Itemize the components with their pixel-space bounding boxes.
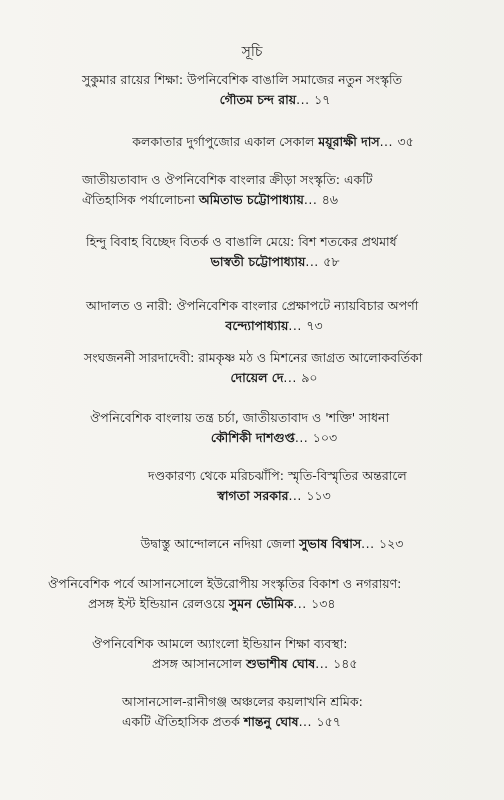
entry-author: অমিতাভ চট্টোপাধ্যায়	[198, 192, 304, 207]
entry-leader: ...	[305, 254, 324, 269]
entry-leader: ...	[361, 536, 380, 551]
toc-entry	[0, 634, 504, 674]
entry-title-line1: সংঘজননী সারদাদেবী: রামকৃষ্ণ মঠ ও মিশনের জাগ্রত আলোকবর্তিকা	[84, 350, 423, 365]
entry-byline	[0, 132, 504, 152]
entry-author: বন্দ্যোপাধ্যায়	[225, 318, 289, 333]
entry-page-number: ৭৩	[306, 318, 323, 333]
entry-title-line2: প্রসঙ্গ ইস্ট ইন্ডিয়ান রেলওয়ে	[88, 596, 226, 611]
entry-leader: ...	[303, 192, 322, 207]
entry-title-line2: প্রসঙ্গ আসানসোল	[152, 656, 242, 671]
entry-author: দোয়েল দে	[230, 370, 284, 385]
entry-title-line2: উদ্বাস্তু আন্দোলনে নদিয়া জেলা	[140, 536, 296, 551]
entry-leader: ...	[298, 714, 317, 729]
entry-byline	[0, 594, 504, 614]
entry-author: সুমন ভৌমিক	[229, 596, 294, 611]
entry-page-number: ১৭	[314, 92, 331, 107]
entry-page-number: ৪৬	[321, 192, 339, 207]
entry-page-number: ১৫৭	[316, 714, 341, 729]
entry-byline	[0, 534, 504, 554]
entry-author: কৌশিকী দাশগুপ্ত	[210, 430, 295, 445]
entry-title-line1: সুকুমার রায়ের শিক্ষা: উপনিবেশিক বাঙালি সমাজের নতুন সংস্কৃতি	[82, 72, 402, 87]
entry-title-line2: একটি ঐতিহাসিক প্রতর্ক	[122, 714, 240, 729]
entry-author: শুভাশীষ ঘোষ	[245, 656, 316, 671]
entry-byline	[0, 486, 504, 506]
entry-page-number: ৩৫	[397, 134, 414, 149]
toc-entry	[0, 692, 504, 732]
entry-page-number: ৫৮	[323, 254, 340, 269]
toc-entry	[0, 348, 504, 388]
entry-leader: ...	[379, 134, 398, 149]
entry-page-number: ১০৩	[312, 430, 338, 445]
toc-entry	[0, 534, 504, 554]
toc-entry	[0, 408, 504, 448]
entry-byline	[0, 428, 504, 448]
toc-entry	[0, 466, 504, 506]
entry-byline	[0, 252, 504, 272]
entry-leader: ...	[283, 370, 302, 385]
entry-author: সুভাষ বিশ্বাস	[299, 536, 362, 551]
entry-title-line1: ঔপনিবেশিক বাংলায় তন্ত্র চর্চা, জাতীয়তাবাদ ও 'শক্তি' সাধনা	[90, 410, 390, 425]
toc-entry	[0, 170, 504, 210]
entry-byline	[0, 712, 504, 732]
entry-leader: ...	[294, 430, 313, 445]
toc-entry	[0, 574, 504, 614]
entry-title-line1: ঔপনিবেশিক আমলে অ্যাংলো ইন্ডিয়ান শিক্ষা ব্যবস্থা:	[92, 636, 348, 651]
toc-entry	[0, 70, 504, 110]
entry-byline	[0, 654, 504, 674]
entry-byline	[0, 90, 504, 110]
entry-title-line2: কলকাতার দুর্গাপুজোর একাল সেকাল	[132, 134, 315, 149]
entry-leader: ...	[288, 488, 307, 503]
entry-title-line1: দণ্ডকারণ্য থেকে মরিচঝাঁপি: স্মৃতি-বিস্মৃতির অন্তরালে	[148, 468, 407, 483]
entry-title-line1: জাতীয়তাবাদ ও ঔপনিবেশিক বাংলার ক্রীড়া সংস্কৃতি: একটি	[82, 172, 373, 187]
entry-page-number: ১১৩	[306, 488, 331, 503]
entry-page-number: ৯০	[301, 370, 318, 385]
entry-title-line1: ঔপনিবেশিক পর্বে আসানসোলে ইউরোপীয় সংস্কৃতির বিকাশ ও নগরায়ণ:	[48, 576, 402, 591]
entry-page-number: ১৪৫	[333, 656, 358, 671]
toc-entry	[0, 296, 504, 336]
entry-byline	[0, 190, 504, 210]
toc-entry	[0, 132, 504, 152]
entry-leader: ...	[315, 656, 334, 671]
entry-leader: ...	[293, 596, 312, 611]
entry-author: স্বাগতা সরকার	[217, 488, 289, 503]
entry-author: শান্তনু ঘোষ	[243, 714, 299, 729]
entry-title-line1: হিন্দু বিবাহ বিচ্ছেদ বিতর্ক ও বাঙালি মেয়ে: বিশ শতকের প্রথমার্ধ	[86, 234, 397, 249]
entry-author: ভাস্বতী চট্টোপাধ্যায়	[210, 254, 306, 269]
entry-page-number: ১৩৪	[311, 596, 336, 611]
toc-heading: সূচি	[241, 44, 263, 60]
entry-title-line1: আসানসোল-রানীগঞ্জ অঞ্চলের কয়লাখনি শ্রমিক:	[122, 694, 363, 709]
entry-author: ময়ূরাক্ষী দাস	[318, 134, 380, 149]
toc-entry	[0, 232, 504, 272]
entry-leader: ...	[288, 318, 307, 333]
entry-byline	[0, 316, 504, 336]
entry-byline	[0, 368, 504, 388]
entry-author: গৌতম চন্দ রায়	[219, 92, 297, 107]
entry-leader: ...	[296, 92, 315, 107]
entry-title-line2: ঐতিহাসিক পর্যালোচনা	[82, 192, 195, 207]
entry-title-line1: আদালত ও নারী: ঔপনিবেশিক বাংলার প্রেক্ষাপটে ন্যায়বিচার অপর্ণা	[86, 298, 419, 313]
entry-page-number: ১২৩	[379, 536, 404, 551]
